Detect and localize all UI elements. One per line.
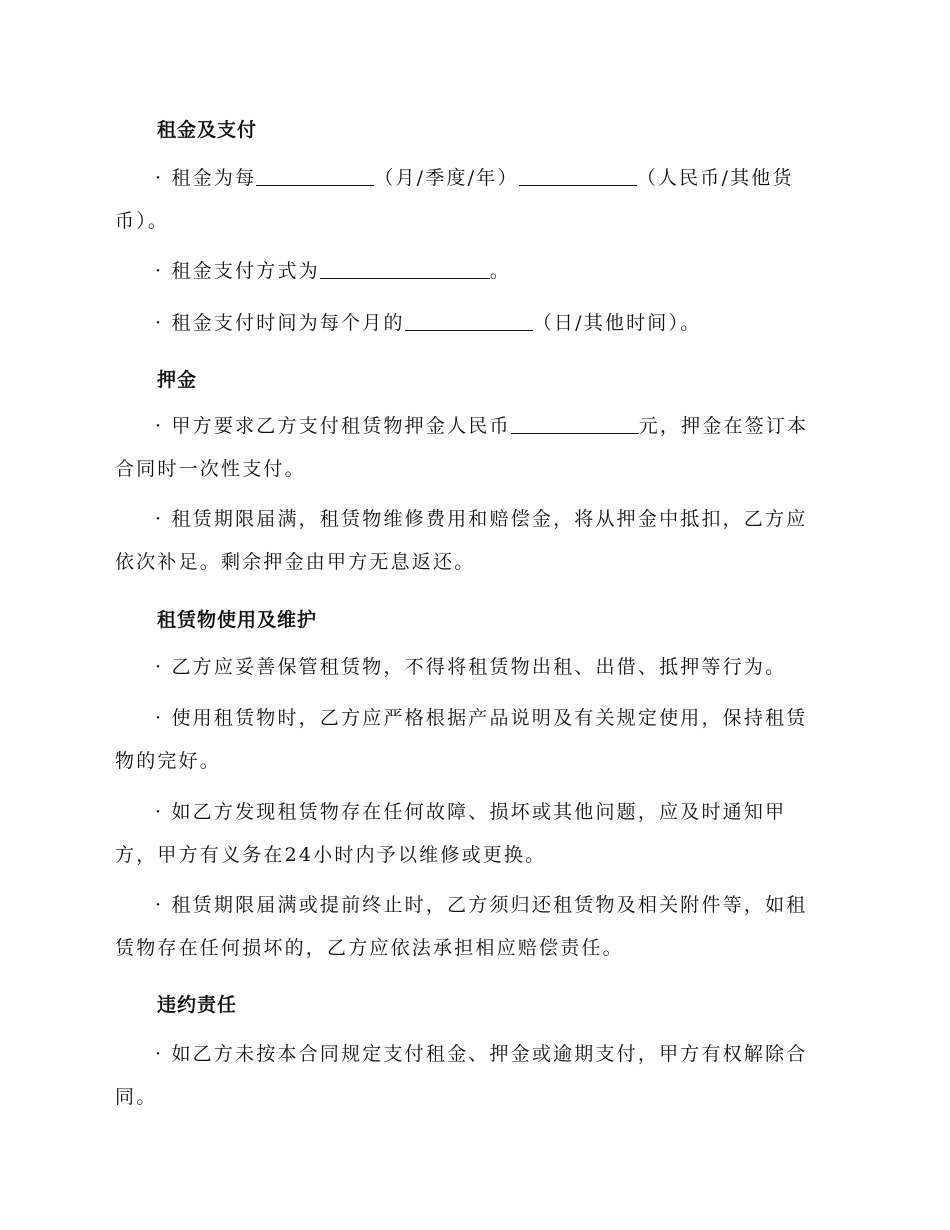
section-heading-breach: 违约责任 bbox=[157, 994, 238, 1016]
clause-deposit-amount bbox=[115, 405, 820, 491]
section-heading-rent-payment: 租金及支付 bbox=[157, 119, 258, 141]
blank-deposit-amount-field[interactable] bbox=[511, 415, 639, 434]
clause-rent-amount bbox=[115, 157, 820, 243]
clause-breach-termination: · 如乙方未按本合同规定支付租金、押金或逾期支付，甲方有权解除合同。 bbox=[115, 1043, 808, 1108]
clause-text: · 甲方要求乙方支付租赁物押金人民币 bbox=[155, 415, 511, 437]
clause-text: 元，押金在签订本合同时一次性支付。 bbox=[115, 415, 809, 480]
section-heading-deposit: 押金 bbox=[157, 369, 198, 391]
clause-text: · 租金支付方式为 bbox=[155, 260, 320, 282]
clause-fault-notification: · 如乙方发现租赁物存在任何故障、损坏或其他问题，应及时通知甲方，甲方有义务在24小时内予以维修或更换。 bbox=[115, 801, 787, 866]
clause-payment-time bbox=[115, 302, 820, 345]
blank-rent-period-field[interactable] bbox=[256, 167, 374, 186]
clause-text: （月/季度/年） bbox=[374, 167, 519, 189]
clause-text: 。 bbox=[489, 260, 512, 282]
clause-deposit-deduction: · 租赁期限届满，租赁物维修费用和赔偿金，将从押金中抵扣，乙方应依次补足。剩余押金由甲方无息返还。 bbox=[115, 508, 808, 573]
blank-payment-method-field[interactable] bbox=[320, 260, 490, 279]
clause-text: （人民币/其他货币）。 bbox=[115, 167, 794, 232]
clause-text: · 租金支付时间为每个月的 bbox=[155, 312, 405, 334]
clause-payment-method bbox=[115, 250, 820, 293]
blank-currency-field[interactable] bbox=[519, 167, 637, 186]
clause-text: · 租金为每 bbox=[155, 167, 257, 189]
clause-proper-use: · 使用租赁物时，乙方应严格根据产品说明及有关规定使用，保持租赁物的完好。 bbox=[115, 707, 808, 772]
clause-text: （日/其他时间）。 bbox=[532, 312, 702, 334]
clause-return-compensation: · 租赁期限届满或提前终止时，乙方须归还租赁物及相关附件等，如租赁物存在任何损坏的，乙方应依法承担相应赔偿责任。 bbox=[115, 894, 808, 959]
blank-payment-day-field[interactable] bbox=[405, 312, 533, 331]
clause-safekeeping: · 乙方应妥善保管租赁物，不得将租赁物出租、出借、抵押等行为。 bbox=[155, 656, 787, 678]
section-heading-use-maintenance: 租赁物使用及维护 bbox=[157, 609, 318, 631]
